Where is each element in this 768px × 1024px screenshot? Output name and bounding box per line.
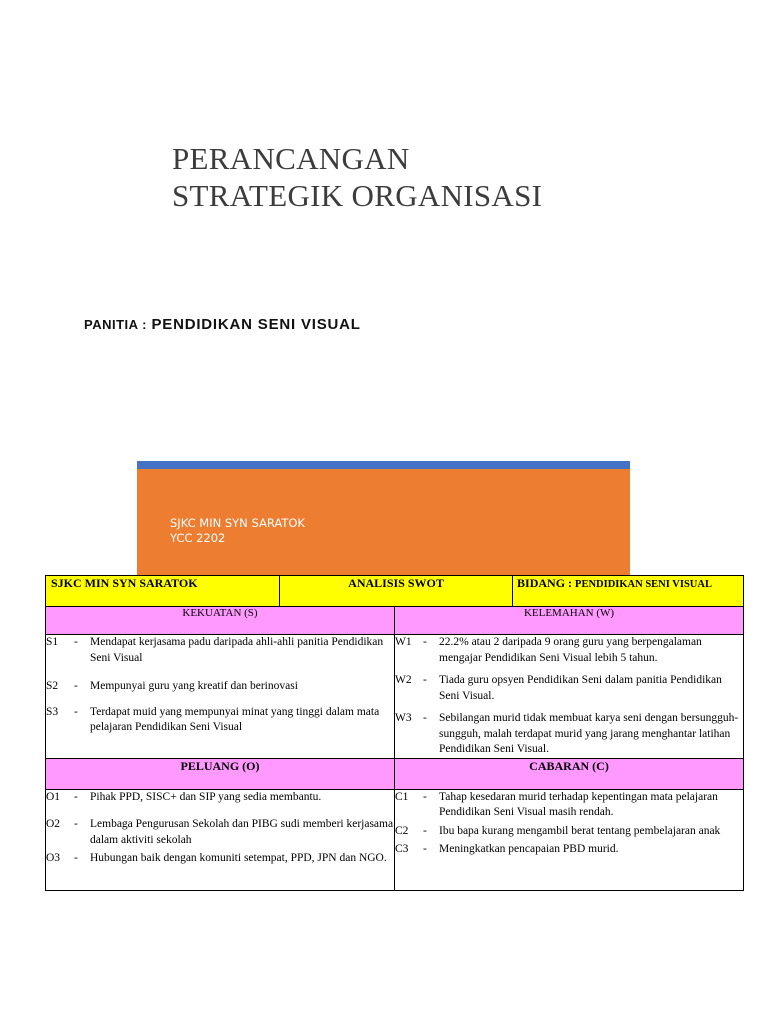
list-item: [395, 673, 743, 704]
banner-stripe: [137, 461, 630, 469]
sw-content-row: [46, 635, 744, 759]
item-text: 22.2% atau 2 daripada 9 orang guru yang berpengalaman mengajar Pendidikan Seni Visual lebih 5 tahun.: [439, 636, 702, 664]
item-dash: -: [423, 824, 427, 837]
header-school: SJKC MIN SYN SARATOK: [46, 576, 280, 607]
threats-cell: [395, 789, 744, 890]
swot-table: [45, 575, 744, 891]
item-code: W1: [395, 636, 412, 648]
item-text: Meningkatkan pencapaian PBD murid.: [439, 843, 619, 855]
item-code: W3: [395, 712, 412, 724]
weaknesses-cell: [395, 635, 744, 759]
item-dash: -: [423, 843, 427, 855]
opportunities-title: PELUANG (O): [46, 758, 395, 789]
swot-header-row: [46, 576, 744, 607]
list-item: [395, 790, 743, 821]
item-code: S1: [46, 636, 59, 648]
item-text: Mempunyai guru yang kreatif dan berinovasi: [90, 680, 298, 692]
strengths-cell: [46, 635, 395, 759]
item-dash: -: [74, 852, 78, 864]
strengths-title: KEKUATAN (S): [46, 607, 395, 635]
banner-school-code: YCC 2202: [170, 531, 226, 545]
item-code: O1: [46, 790, 61, 803]
item-code: S3: [46, 705, 59, 718]
item-text: Tiada guru opsyen Pendidikan Seni dalam panitia Pendidikan Seni Visual.: [439, 674, 722, 702]
list-item: [46, 817, 394, 848]
header-field-value: PENDIDIKAN SENI VISUAL: [575, 579, 712, 590]
item-dash: -: [74, 636, 78, 648]
header-field: [513, 576, 744, 607]
panitia-value: PENDIDIKAN SENI VISUAL: [151, 316, 361, 333]
list-item: [46, 679, 394, 695]
weaknesses-title: KELEMAHAN (W): [395, 607, 744, 635]
oc-content-row: [46, 789, 744, 890]
item-text: Lembaga Pengurusan Sekolah dan PIBG sudi memberi kerjasama dalam aktiviti sekolah: [90, 818, 394, 846]
item-dash: -: [74, 818, 78, 830]
item-text: Hubungan baik dengan komuniti setempat, PPD, JPN dan NGO.: [90, 852, 387, 864]
item-text: Terdapat muid yang mempunyai minat yang tinggi dalam mata pelajaran Pendidikan Seni Visual: [90, 705, 380, 733]
banner-text: [170, 516, 305, 546]
item-dash: -: [423, 790, 427, 803]
header-analysis: ANALISIS SWOT: [280, 576, 513, 607]
item-dash: -: [74, 705, 78, 718]
item-code: W2: [395, 674, 412, 686]
banner-school-name: SJKC MIN SYN SARATOK: [170, 516, 305, 530]
item-code: C1: [395, 790, 409, 803]
threats-title: CABARAN (C): [395, 758, 744, 789]
header-field-label: BIDANG :: [517, 576, 573, 590]
item-text: Sebilangan murid tidak membuat karya seni dengan bersungguh-sungguh, malah terdapat murid yang jarang menghantar latihan Pendidikan Seni Visual.: [439, 712, 739, 755]
list-item: [395, 842, 743, 858]
item-text: Tahap kesedaran murid terhadap kepentingan mata pelajaran Pendidikan Seni Visual masih rendah.: [439, 790, 718, 818]
title-line-2: STRATEGIK ORGANISASI: [172, 178, 543, 213]
item-dash: -: [423, 636, 427, 648]
item-code: O2: [46, 818, 61, 830]
document-title: [172, 140, 542, 214]
list-item: [46, 790, 394, 806]
item-text: Mendapat kerjasama padu daripada ahli-ahli panitia Pendidikan Seni Visual: [90, 636, 384, 664]
item-code: O3: [46, 852, 61, 864]
item-code: C3: [395, 843, 409, 855]
oc-title-row: [46, 758, 744, 789]
list-item: [395, 824, 743, 840]
item-text: Ibu bapa kurang mengambil berat tentang pembelajaran anak: [439, 824, 721, 837]
sw-title-row: [46, 607, 744, 635]
item-dash: -: [74, 680, 78, 692]
list-item: [395, 635, 743, 666]
title-line-1: PERANCANGAN: [172, 141, 410, 176]
item-code: S2: [46, 680, 59, 692]
item-text: Pihak PPD, SISC+ dan SIP yang sedia membantu.: [90, 790, 322, 803]
panitia-label: PANITIA :: [84, 317, 147, 332]
list-item: [46, 635, 394, 666]
list-item: [395, 711, 743, 758]
opportunities-cell: [46, 789, 395, 890]
panitia-heading: [84, 316, 361, 334]
item-dash: -: [423, 674, 427, 686]
school-banner: [137, 461, 630, 576]
list-item: [46, 705, 394, 736]
item-dash: -: [74, 790, 78, 803]
item-dash: -: [423, 712, 427, 724]
list-item: [46, 851, 394, 867]
item-code: C2: [395, 824, 409, 837]
